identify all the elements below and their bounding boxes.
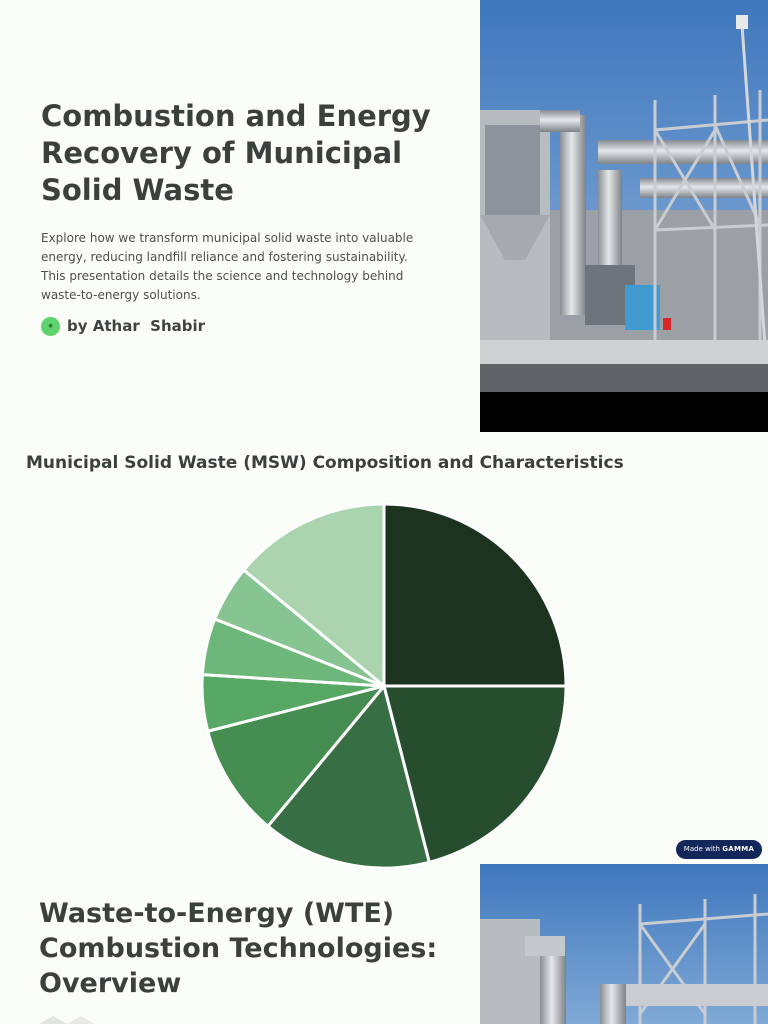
badge-prefix: Made with xyxy=(683,845,720,853)
avatar-icon: ● xyxy=(41,317,60,336)
decorative-graphic xyxy=(39,1016,97,1024)
author-line xyxy=(41,316,205,336)
author-name: by Athar Shabir xyxy=(67,317,206,335)
made-with-gamma-badge[interactable] xyxy=(676,840,762,859)
incinerator-photo-2 xyxy=(480,864,768,1024)
badge-brand: GAMMA xyxy=(722,845,755,853)
hero-description: Explore how we transform municipal solid waste into valuable energy, reducing landfill reliance and fostering sustainability. This presentation details the science and technology behind waste-to-energy solutions. xyxy=(41,231,414,302)
composition-pie-chart xyxy=(200,502,568,870)
incinerator-photo xyxy=(480,0,768,432)
composition-title: Municipal Solid Waste (MSW) Composition and Characteristics xyxy=(26,453,624,473)
wte-title: Waste-to-Energy (WTE) Combustion Technologies: Overview xyxy=(39,898,438,999)
hero-title: Combustion and Energy Recovery of Municipal Solid Waste xyxy=(41,99,431,207)
pie-slice-1 xyxy=(384,504,566,686)
